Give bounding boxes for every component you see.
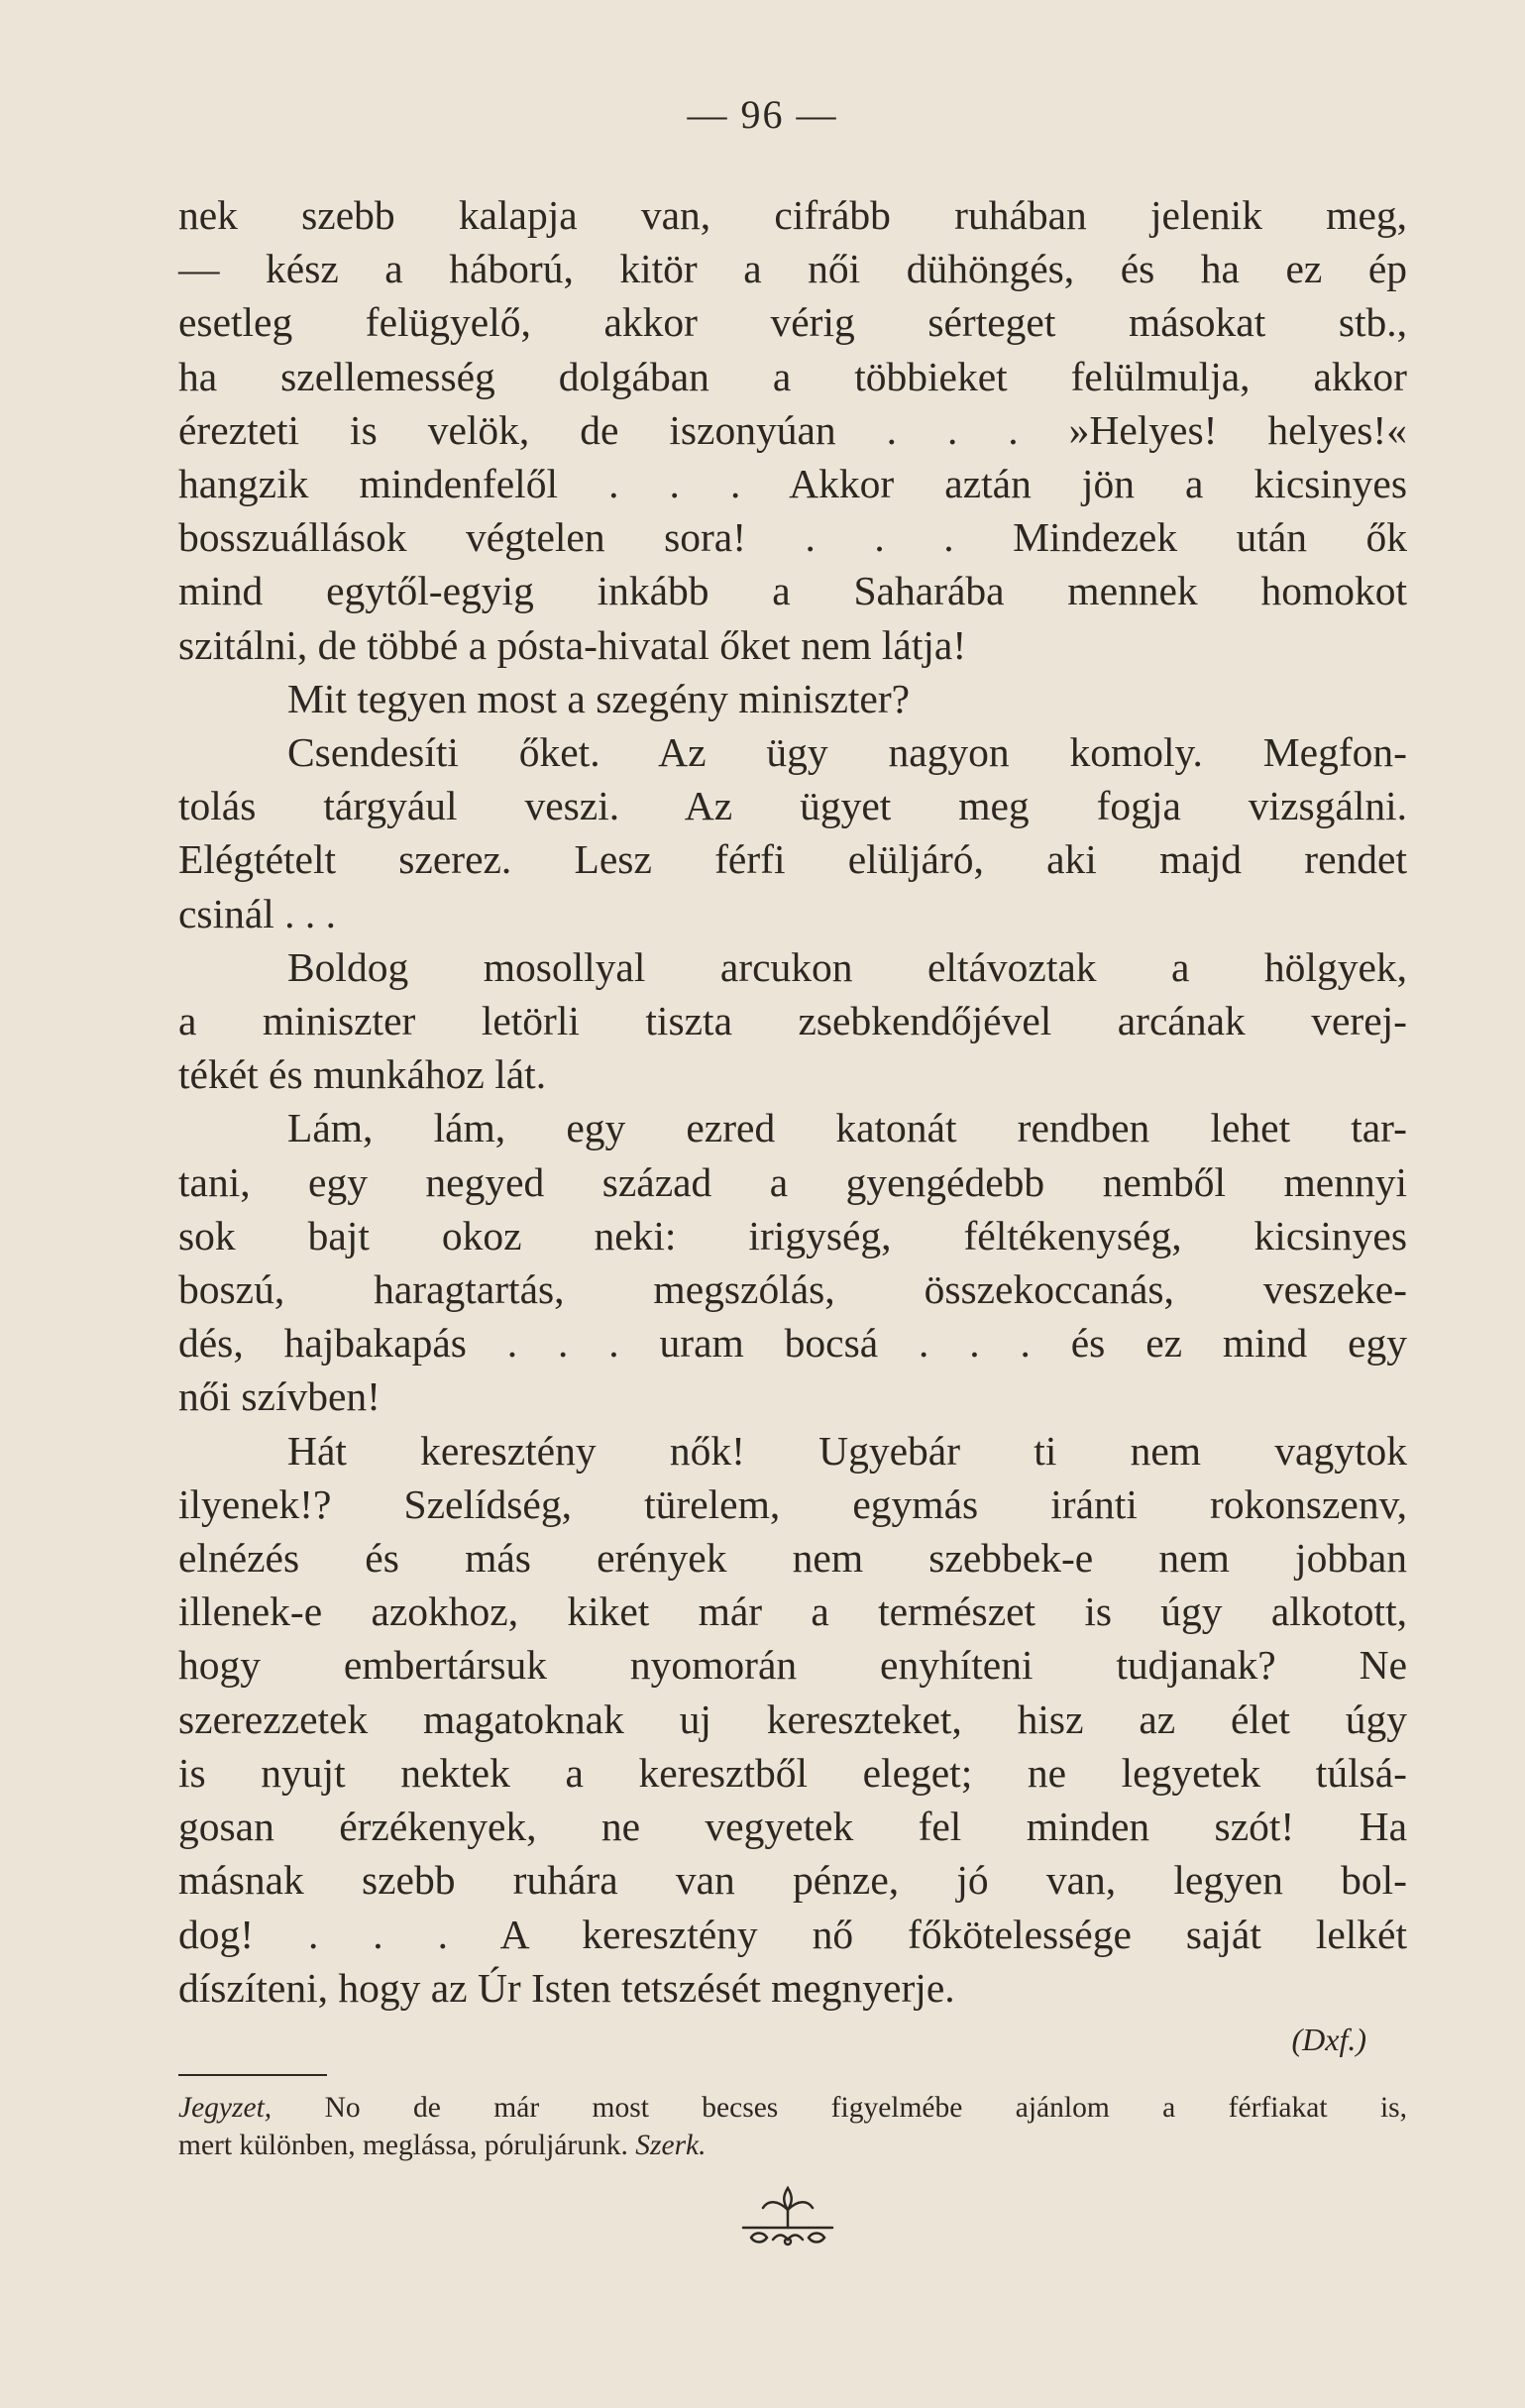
text-line: sok bajt okoz neki: irigység, féltékenység, kicsinyes bbox=[178, 1212, 1407, 1259]
text-line: boszú, haragtartás, megszólás, összekoccanás, veszeke- bbox=[178, 1266, 1407, 1313]
text-line: illenek-e azokhoz, kiket már a természet is úgy alkotott, bbox=[178, 1588, 1407, 1635]
text-line: csinál . . . bbox=[178, 890, 337, 936]
text-line: tani, egy negyed század a gyengédebb nemből mennyi bbox=[178, 1158, 1407, 1205]
text-line: tolás tárgyául veszi. Az ügyet meg fogja vizsgálni. bbox=[178, 783, 1407, 829]
editor-signature: Szerk. bbox=[635, 2130, 707, 2161]
text-line: is nyujt nektek a keresztből eleget; ne legyetek túlsá- bbox=[178, 1749, 1407, 1796]
text-line: Lám, lám, egy ezred katonát rendben lehet tar- bbox=[287, 1105, 1407, 1151]
text-line: a miniszter letörli tiszta zsebkendőjével arcának verej- bbox=[178, 998, 1407, 1044]
text-line: másnak szebb ruhára van pénze, jó van, legyen bol- bbox=[178, 1857, 1407, 1904]
text-line: gosan érzékenyek, ne vegyetek fel minden szót! Ha bbox=[178, 1804, 1407, 1850]
footnote-label: Jegyzet, bbox=[178, 2092, 272, 2124]
footnote-divider bbox=[178, 2074, 327, 2076]
floral-vignette-icon bbox=[733, 2180, 842, 2249]
page-number: — 96 — bbox=[687, 92, 838, 137]
text-line: nek szebb kalapja van, cifrább ruhában jelenik meg, bbox=[178, 192, 1407, 238]
text-line: — kész a háború, kitör a női dühöngés, és ha ez ép bbox=[178, 246, 1407, 292]
text-line: Elégtételt szerez. Lesz férfi elüljáró, aki majd rendet bbox=[178, 836, 1407, 883]
text-line: Mit tegyen most a szegény miniszter? bbox=[287, 675, 911, 721]
footnote-line bbox=[178, 2127, 1407, 2164]
text-line: hogy embertársuk nyomorán enyhíteni tudjanak? Ne bbox=[178, 1642, 1407, 1689]
text-line: ha szellemesség dolgában a többieket felülmulja, akkor bbox=[178, 353, 1407, 399]
text-line: díszíteni, hogy az Úr Isten tetszését megnyerje. bbox=[178, 1964, 955, 2011]
author-signature: (Dxf.) bbox=[1291, 2022, 1366, 2057]
text-line: hangzik mindenfelől . . . Akkor aztán jön a kicsinyes bbox=[178, 461, 1407, 507]
text-line: dés, hajbakapás . . . uram bocsá . . . és ez mind egy bbox=[178, 1320, 1407, 1367]
text-line: elnézés és más erények nem szebbek-e nem jobban bbox=[178, 1535, 1407, 1582]
footnote bbox=[178, 2089, 1407, 2164]
text-line: mind egytől-egyig inkább a Saharába mennek homokot bbox=[178, 568, 1407, 614]
footnote-line bbox=[178, 2089, 1407, 2127]
text-line: esetleg felügyelő, akkor vérig sérteget másokat stb., bbox=[178, 299, 1407, 346]
text-line: érezteti is velök, de iszonyúan . . . »Helyes! helyes!« bbox=[178, 406, 1407, 453]
text-line: tékét és munkához lát. bbox=[178, 1051, 547, 1098]
text-line: Csendesíti őket. Az ügy nagyon komoly. Megfon- bbox=[287, 729, 1407, 776]
footnote-text: mert különben, meglássa, póruljárunk. bbox=[178, 2130, 628, 2161]
text-line: szerezzetek magatoknak uj kereszteket, hisz az élet úgy bbox=[178, 1696, 1407, 1742]
text-line: dog! . . . A keresztény nő főkötelessége saját lelkét bbox=[178, 1911, 1407, 1957]
body-text bbox=[178, 188, 1407, 2015]
text-line: ilyenek!? Szelídség, türelem, egymás iránti rokonszenv, bbox=[178, 1480, 1407, 1527]
text-line: Hát keresztény nők! Ugyebár ti nem vagytok bbox=[287, 1427, 1407, 1474]
text-line: bosszuállások végtelen sora! . . . Mindezek után ők bbox=[178, 514, 1407, 561]
text-line: női szívben! bbox=[178, 1373, 381, 1420]
text-line: szitálni, de többé a pósta-hivatal őket nem látja! bbox=[178, 621, 967, 668]
text-line: Boldog mosollyal arcukon eltávoztak a hölgyek, bbox=[287, 943, 1407, 990]
footnote-text: No de már most becses figyelmébe ajánlom a férfiakat is, bbox=[324, 2092, 1408, 2124]
